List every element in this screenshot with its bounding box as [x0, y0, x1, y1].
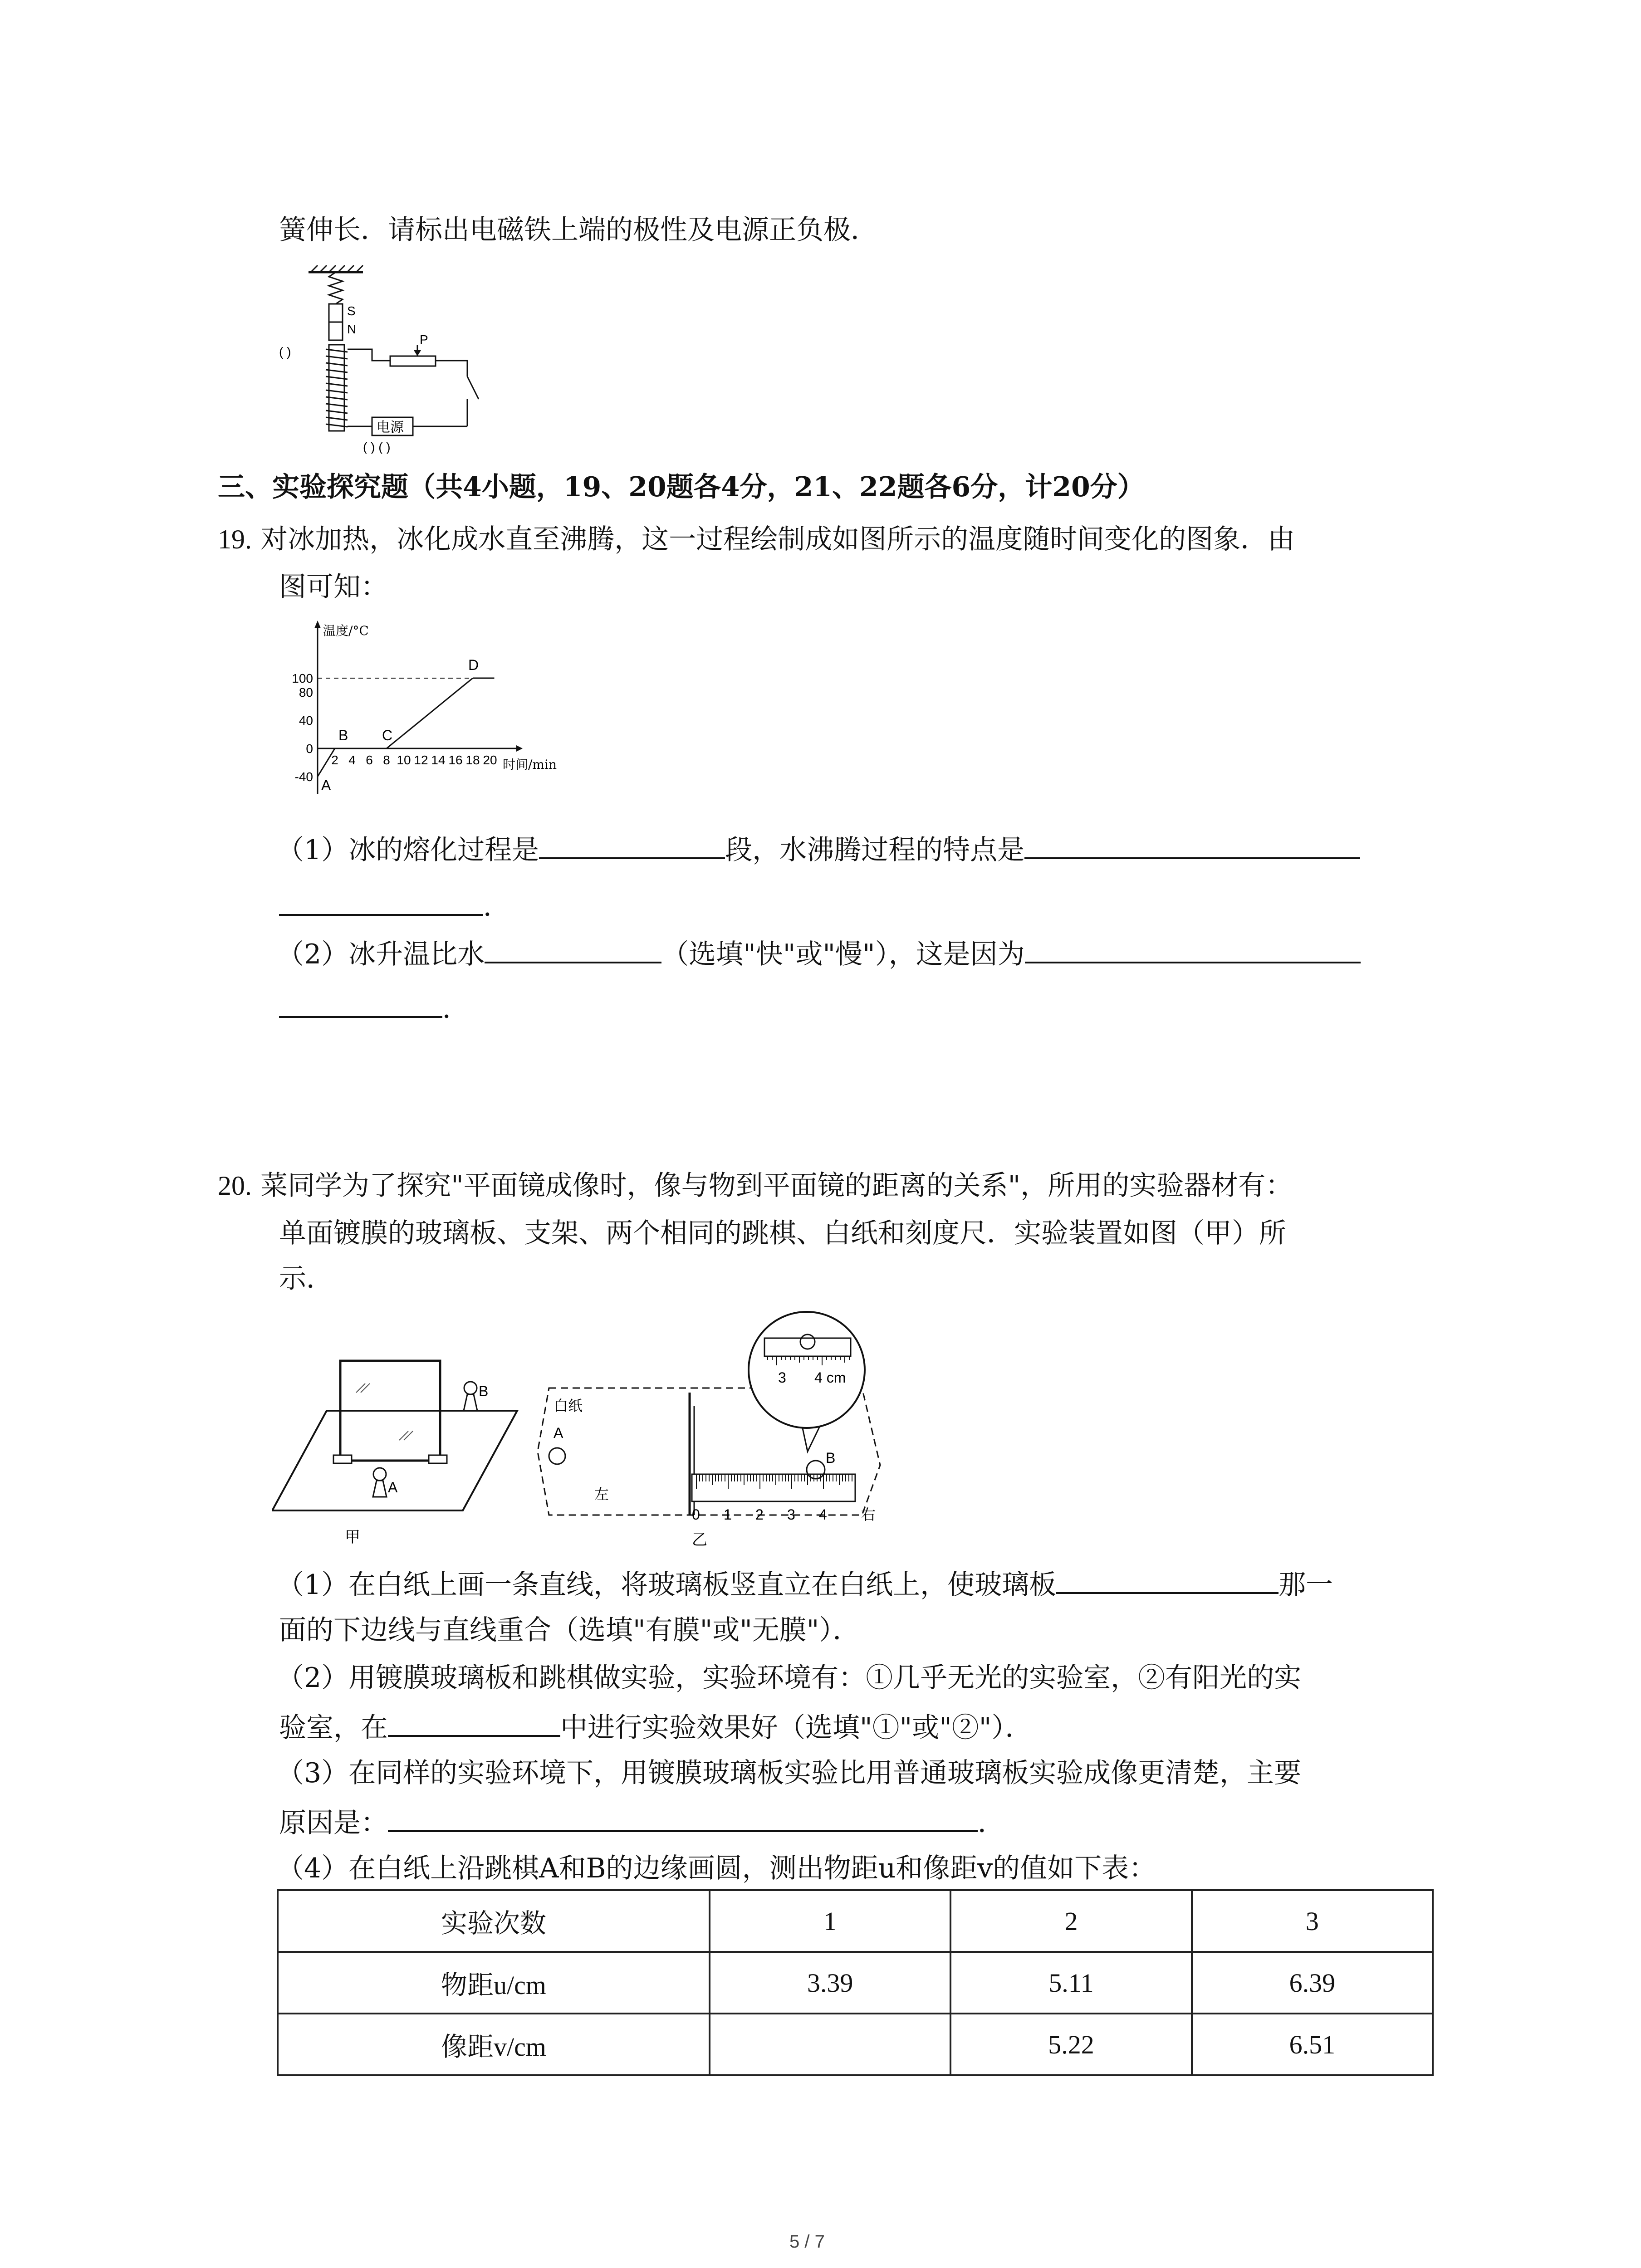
ruler-tick-0: 0: [692, 1506, 700, 1523]
table-cell: 6.51: [1192, 2014, 1433, 2075]
q19-sub1-prompt: （1）冰的熔化过程是: [277, 834, 539, 866]
q19-sub2-prompt: （2）冰升温比水: [277, 938, 485, 970]
x-tick-label: 16: [448, 753, 463, 767]
yi-point-b-label: B: [826, 1450, 836, 1466]
y-axis-label: 温度/°C: [323, 623, 369, 638]
q20-sub2-line2: [279, 1708, 1032, 1745]
q20-sub1-cont: 面的下边线与直线重合（选填"有膜"或"无膜"）．: [279, 1614, 860, 1646]
point-label-d: D: [468, 657, 479, 673]
table-cell: 3.39: [710, 1952, 950, 2014]
table-header-cell: 1: [710, 1890, 950, 1952]
page-number: 5 / 7: [789, 2232, 825, 2252]
zoom-tick-4: 4 cm: [814, 1369, 846, 1386]
q19-sub1-blank2[interactable]: [1024, 830, 1360, 859]
figure-jia-caption: 甲: [345, 1528, 360, 1546]
ruler-tick-2: 2: [755, 1506, 764, 1523]
y-tick-label: 0: [306, 742, 313, 756]
x-tick-label: 10: [397, 753, 411, 767]
jia-piece-b-label: B: [479, 1383, 489, 1399]
jia-piece-a-label: A: [388, 1479, 398, 1496]
q20-sub3-end: ．: [978, 1807, 1005, 1839]
q19-sub2-cont: [279, 989, 470, 1026]
rheostat-p-label: P: [420, 332, 428, 347]
q19-sub2: [277, 934, 1361, 972]
q19-sub1: [277, 830, 1360, 868]
magnet-n-label: N: [347, 322, 357, 336]
table-cell: 5.11: [950, 1952, 1191, 2014]
q19-sub1-end: ．: [483, 891, 510, 923]
x-tick-label: 14: [431, 753, 446, 767]
yi-left-label: 左: [594, 1486, 609, 1503]
x-tick-label: 20: [483, 753, 497, 767]
q19-number: 19.: [218, 524, 252, 554]
q20-sub2-prompt: 验室，在: [279, 1712, 388, 1744]
q20-sub1-prompt: （1）在白纸上画一条直线，将玻璃板竖直立在白纸上，使玻璃板: [277, 1569, 1057, 1601]
point-label-b: B: [338, 727, 348, 743]
figure-yi-caption: 乙: [692, 1531, 707, 1547]
magnet-s-label: S: [347, 304, 356, 318]
q20-data-table: [277, 1889, 1434, 2076]
q19-sub2-end: ．: [442, 993, 470, 1025]
yi-point-a-label: A: [554, 1425, 563, 1441]
table-row-label: 物距u/cm: [278, 1952, 710, 2014]
q19-sub1-cont: [279, 887, 510, 924]
y-axis-arrow: [314, 621, 321, 628]
x-tick-label: 4: [348, 753, 356, 767]
ruler-tick-3: 3: [787, 1506, 795, 1523]
q20-sub4: （4）在白纸上沿跳棋A和B的边缘画圆，测出物距u和像距v的值如下表：: [277, 1853, 1156, 1884]
y-tick-label: -40: [294, 770, 313, 784]
q20-figure-yi: [535, 1302, 889, 1547]
q19-line1: [218, 522, 1295, 557]
q20-sub3-line1: （3）在同样的实验环境下，用镀膜玻璃板实验比用普通玻璃板实验成像更清楚，主要: [277, 1757, 1302, 1789]
q19-sub2-mid: （选填"快"或"慢"），这是因为: [661, 938, 1025, 970]
x-axis-label: 时间/min: [503, 757, 557, 772]
x-tick-label: 12: [414, 753, 428, 767]
point-label-c: C: [382, 727, 393, 743]
q20-sub3-prompt: 原因是：: [279, 1807, 388, 1839]
q20-sub2-blank[interactable]: [388, 1708, 560, 1737]
x-axis-arrow: [516, 745, 523, 752]
q19-sub1-mid: 段，水沸腾过程的特点是: [725, 834, 1025, 866]
q20-sub2-after: 中进行实验效果好（选填"①"或"②"）．: [560, 1712, 1033, 1744]
x-tick-label: 2: [331, 753, 338, 767]
q20-sub2-line1: （2）用镀膜玻璃板和跳棋做实验，实验环境有：①几乎无光的实验室，②有阳光的实: [277, 1662, 1302, 1694]
q19-stem-2: 图可知：: [279, 571, 388, 603]
white-paper-label: 白纸: [554, 1397, 583, 1414]
section3-title: 三、实验探究题（共4小题，19、20题各4分，21、22题各6分，计20分）: [218, 471, 1145, 503]
q19-sub1-blank3[interactable]: [279, 887, 483, 916]
q19-sub1-blank1[interactable]: [539, 830, 725, 859]
ruler-tick-4: 4: [819, 1506, 827, 1523]
y-tick-label: 40: [299, 714, 313, 728]
q20-sub1-after: 那一: [1279, 1569, 1333, 1601]
q20-stem-3: 示．: [279, 1263, 333, 1295]
q18-pole-blank: ( ): [279, 345, 291, 359]
q20-sub1-blank[interactable]: [1056, 1565, 1279, 1594]
table-cell: 6.39: [1192, 1952, 1433, 2014]
power-source-label: 电源: [377, 420, 404, 435]
zoom-tick-3: 3: [778, 1369, 786, 1386]
q20-sub3-blank[interactable]: [388, 1803, 978, 1832]
table-cell: 5.22: [950, 2014, 1191, 2075]
q20-line1: [218, 1168, 1293, 1203]
q20-sub1: [277, 1565, 1333, 1603]
yi-right-label: 右: [861, 1506, 876, 1523]
table-row-label: 像距v/cm: [278, 2014, 710, 2075]
table-header-cell: 2: [950, 1890, 1191, 1952]
table-row: [278, 2014, 1433, 2075]
q20-sub3-line2: [279, 1803, 1005, 1841]
q19-sub2-blank2[interactable]: [1025, 934, 1361, 963]
table-row: [278, 1890, 1433, 1952]
q20-figure-jia: [272, 1356, 526, 1547]
x-tick-label: 8: [383, 753, 390, 767]
q20-stem-1: 菜同学为了探究"平面镜成像时，像与物到平面镜的距离的关系"，所用的实验器材有：: [260, 1170, 1293, 1202]
q20-stem-2: 单面镀膜的玻璃板、支架、两个相同的跳棋、白纸和刻度尺．实验装置如图（甲）所: [279, 1217, 1286, 1249]
x-tick-label: 6: [366, 753, 373, 767]
q19-sub2-blank1[interactable]: [485, 934, 661, 963]
q20-number: 20.: [218, 1171, 252, 1201]
q18-electromagnet-figure: [254, 263, 508, 454]
ruler-tick-1: 1: [724, 1506, 732, 1523]
q18-tail-text: 簧伸长．请标出电磁铁上端的极性及电源正负极．: [279, 214, 878, 246]
table-header-cell: 3: [1192, 1890, 1433, 1952]
y-tick-label: 100: [292, 671, 313, 685]
table-row: [278, 1952, 1433, 2014]
q19-sub2-blank3[interactable]: [279, 989, 442, 1018]
power-source-blanks: ( ) ( ): [363, 440, 391, 454]
point-label-a: A: [321, 777, 331, 793]
q19-temperature-chart: [272, 617, 681, 816]
y-tick-label: 80: [299, 685, 313, 699]
x-tick-label: 18: [465, 753, 480, 767]
table-cell[interactable]: [710, 2014, 950, 2075]
table-header-cell: 实验次数: [278, 1890, 710, 1952]
q19-stem-1: 对冰加热，冰化成水直至沸腾，这一过程绘制成如图所示的温度随时间变化的图象．由: [260, 523, 1295, 555]
